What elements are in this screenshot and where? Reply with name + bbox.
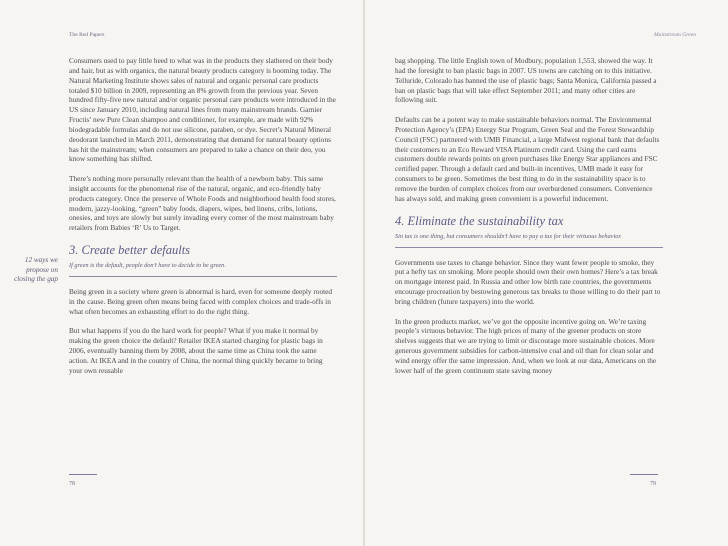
page-number-left: 78 <box>69 481 75 487</box>
body-paragraph: Being green in a society where green is abnormal is hard, even for someone deeply rooted in the cause. Being green often means being faced with complex choices and trade-offs in what often becomes an exhausting effort to do the right thing. <box>69 287 333 316</box>
running-head-left: The Red Papers <box>69 32 105 38</box>
body-paragraph: Consumers used to pay little heed to what was in the products they slathered on their body and hair, but as with organics, the natural beauty products category is booming today. The Natural Marketing Institute shows sales of natural and organic personal care products totaled $10 billion in 2009, representing an 8% growth from the previous year. Seven hundred fifty-five new natural and/or organic personal care products were introduced in the US since January 2010, including natural lines from many mainstream brands. Garnier Fructis’ new Pure Clean shampoo and conditioner, for example, are made with 92% biodegradable formulas and do not use silicone, paraben, or dye. Secret’s Natural Mineral deodorant launched in March 2011, demonstrating that demand for natural beauty options has hit the mainstream; when consumers are prepared to take a chance on their deo, you know something has shifted. <box>69 56 336 164</box>
footer-rule-right <box>630 474 658 475</box>
body-paragraph: Governments use taxes to change behavior. Since they want fewer people to smoke, they put a hefty tax on smoking. More people should own their own homes? Here’s a tax break on mortgage interest paid. In Russia and other low birth rate countries, the governments encourage procreation by bestowing generous tax breaks to those willing to do their part to bring children (future taxpayers) into the world. <box>395 257 661 306</box>
left-text-column <box>69 56 337 385</box>
body-paragraph: There’s nothing more personally relevant than the health of a newborn baby. This same insight accounts for the phenomenal rise of the natural, organic, and eco-friendly baby products category. Once the preserve of Whole Foods and neighborhood health food stores, modern, jazzy-looking, “green” baby foods, diapers, wipes, bed linens, cribs, lotions, onesies, and toys are slowly but surely invading every corner of the most mainstream baby retailers from Babies ‘R’ Us to Target. <box>69 174 336 233</box>
right-text-column <box>395 56 663 385</box>
body-paragraph: But what happens if you do the hard work for people? What if you make it normal by making the green choice the default? Retailer IKEA started charging for plastic bags in 2006, eventually banning them by 2008, about the same time as China took the same action. At IKEA and in the country of China, the normal thing quickly became to bring your own reusable <box>69 326 323 375</box>
body-paragraph: Defaults can be a potent way to make sustainable behaviors normal. The Environmental Protection Agency’s (EPA) Energy Star Program, Green Seal and the Forest Stewardship Council (FSC) partnered with UMB Financial, a large Midwest regional bank that defaults their customers to an Eco Reward VISA Platinum credit card. Using the card earns customers double rewards points on green purchases like Energy Star appliances and FSC certified paper. Through a default card and built-in incentives, UMB made it easy for consumers to be green. Sometimes the best thing to do in the sustainability space is to remove the burden of complex choices from our overburdened consumers. Convenience has always sold, and making green convenient is a powerful inducement. <box>395 115 660 203</box>
body-paragraph: bag shopping. The little English town of Modbury, population 1,553, showed the way. It had the foresight to ban plastic bags in 2007. US towns are catching on to this initiative. Telluride, Colorado has banned the use of plastic bags; Santa Monica, California passed a ban on plastic bags that will take effect September 2011; and many other cities are following suit. <box>395 56 657 105</box>
body-paragraph: In the green products market, we’ve got the opposite incentive going on. We’re taxing people’s virtuous behavior. The high prices of many of the greener products on store shelves suggests that we are trying to limit or discourage more sustainable choices. More generous government subsidies for carbon-intensive coal and oil than for clean solar and wind energy offer the same impression. And, when we look at our data, Americans on the lower half of the green continuum state saving money <box>395 316 657 375</box>
section-heading: 4. Eliminate the sustainability tax <box>395 213 564 228</box>
section-subtitle: Sin tax is one thing, but consumers shouldn’t have to pay a tax for their virtuous behavior. <box>395 232 622 240</box>
section-heading: 3. Create better defaults <box>69 243 191 258</box>
margin-sidenote: 12 ways we propose on closing the gap <box>14 256 58 284</box>
section-rule <box>395 247 663 248</box>
section-rule <box>69 276 337 277</box>
footer-rule-left <box>69 474 97 475</box>
running-head-right: Mainstream Green <box>654 32 696 38</box>
page-number-right: 79 <box>650 481 656 487</box>
section-subtitle: If green is the default, people don’t have to decide to be green. <box>69 262 226 270</box>
